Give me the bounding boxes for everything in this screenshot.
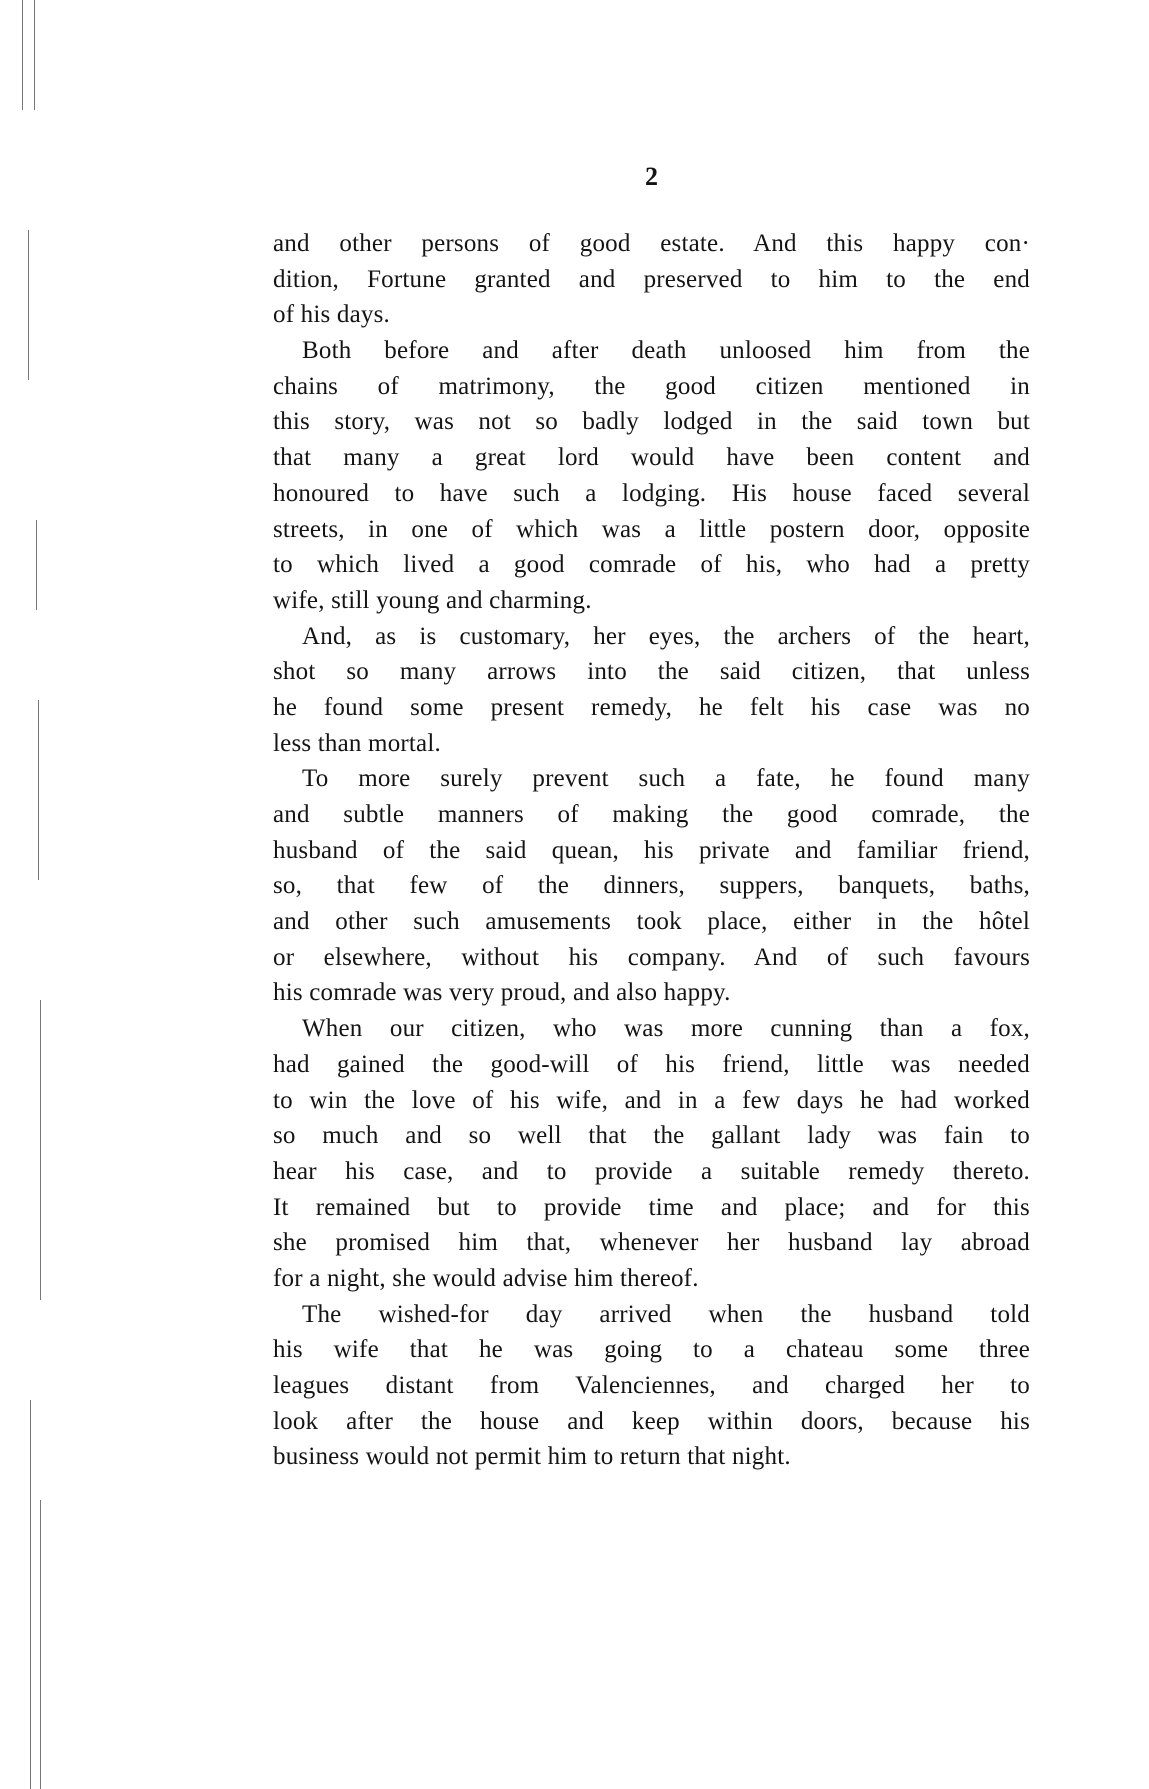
paragraph [273, 619, 1030, 762]
text-line: It remained but to provide time and place; and for this [273, 1193, 1030, 1221]
text-line: honoured to have such a lodging. His house faced several [273, 479, 1030, 507]
text-line: And, as is customary, her eyes, the archers of the heart, [302, 622, 1030, 650]
text-line: dition, Fortune granted and preserved to him to the end [273, 265, 1030, 293]
text-line: his wife that he was going to a chateau some three [273, 1336, 1030, 1364]
paragraph [273, 761, 1030, 1011]
scan-edge-mark [34, 0, 35, 110]
text-line: he found some present remedy, he felt his case was no [273, 693, 1030, 721]
text-line: The wished-for day arrived when the husband told [302, 1300, 1030, 1328]
text-line: and other such amusements took place, either in the hôtel [273, 908, 1030, 936]
scan-edge-mark [38, 700, 39, 880]
scan-edge-mark [40, 1500, 41, 1789]
text-line: to win the love of his wife, and in a few days he had worked [273, 1086, 1030, 1114]
paragraph [273, 1011, 1030, 1297]
text-line: this story, was not so badly lodged in the said town but [273, 408, 1030, 436]
text-line: wife, still young and charming. [273, 586, 592, 614]
body-text [273, 226, 1030, 1475]
scan-edge-mark [36, 520, 37, 610]
text-line: When our citizen, who was more cunning than a fox, [302, 1015, 1030, 1043]
text-line: Both before and after death unloosed him from the [302, 337, 1030, 365]
scan-edge-mark [28, 230, 29, 380]
text-line: business would not permit him to return that night. [273, 1443, 791, 1471]
text-line: look after the house and keep within doors, because his [273, 1407, 1030, 1435]
paragraph [273, 1297, 1030, 1475]
text-line: of his days. [273, 301, 390, 329]
text-line: she promised him that, whenever her husband lay abroad [273, 1229, 1030, 1257]
scan-edge-mark [30, 1400, 31, 1789]
text-line: hear his case, and to provide a suitable remedy thereto. [273, 1157, 1030, 1185]
text-line: streets, in one of which was a little postern door, opposite [273, 515, 1030, 543]
text-line: so, that few of the dinners, suppers, banquets, baths, [273, 872, 1030, 900]
page-number: 2 [645, 162, 658, 191]
text-line: chains of matrimony, the good citizen mentioned in [273, 372, 1030, 400]
text-line: and subtle manners of making the good comrade, the [273, 801, 1030, 828]
text-line: or elsewhere, without his company. And of such favours [273, 943, 1030, 971]
text-line: leagues distant from Valenciennes, and charged her to [273, 1372, 1030, 1399]
text-line: for a night, she would advise him thereof. [273, 1264, 699, 1292]
text-line: husband of the said quean, his private and familiar friend, [273, 836, 1030, 864]
text-line: to which lived a good comrade of his, who had a pretty [273, 551, 1030, 579]
text-line: shot so many arrows into the said citizen, that unless [273, 658, 1030, 686]
paragraph [273, 333, 1030, 619]
scan-edge-mark [40, 1000, 41, 1300]
text-line: had gained the good-will of his friend, little was needed [273, 1050, 1030, 1078]
text-line: and other persons of good estate. And this happy con· [273, 230, 1030, 257]
text-line: To more surely prevent such a fate, he found many [302, 765, 1030, 793]
text-line: that many a great lord would have been content and [273, 444, 1030, 472]
scan-edge-mark [22, 0, 23, 110]
paragraph [273, 226, 1030, 333]
text-line: his comrade was very proud, and also happy. [273, 979, 731, 1007]
text-line: less than mortal. [273, 729, 441, 757]
text-line: so much and so well that the gallant lady was fain to [273, 1122, 1030, 1150]
